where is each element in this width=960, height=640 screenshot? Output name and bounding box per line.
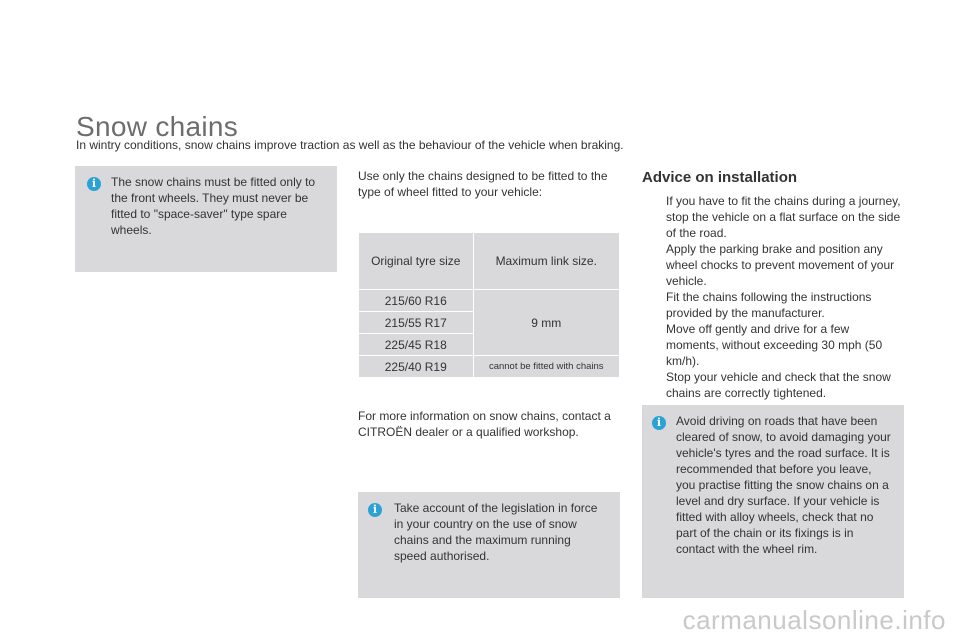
advice-item-text: Move off gently and drive for a few moments, without exceeding 30 mph (50 km/h). bbox=[666, 322, 883, 368]
info-box-text: The snow chains must be fitted only to the front wheels. They must never be fitted to "space-saver" type spare wheels. bbox=[111, 175, 316, 237]
tyre-size-cell: 215/60 R16 bbox=[359, 290, 474, 312]
table-header-row bbox=[359, 233, 620, 290]
info-icon: i bbox=[87, 177, 101, 191]
chains-intro-text: Use only the chains designed to be fitted to the type of wheel fitted to your vehicle: bbox=[358, 169, 608, 199]
list-item bbox=[642, 289, 904, 321]
column-header-link-size: Maximum link size. bbox=[473, 233, 620, 290]
list-item bbox=[642, 369, 904, 401]
link-size-cell: 9 mm bbox=[473, 290, 620, 356]
info-box-front-wheels bbox=[75, 166, 337, 272]
table-row bbox=[359, 290, 620, 312]
info-icon: i bbox=[652, 416, 666, 430]
info-box-text: Avoid driving on roads that have been cleared of snow, to avoid damaging your vehicle's tyres and the road surface. It is recommended that before you leave, you practise fitting the snow chains on a level and dry surface. If your vehicle is fitted with alloy wheels, check that no part of the chain or its fixings is in contact with the wheel rim. bbox=[676, 414, 891, 556]
intro-text: In wintry conditions, snow chains improve traction as well as the behaviour of the vehicle when braking. bbox=[76, 138, 624, 152]
info-box-legislation bbox=[358, 492, 620, 598]
page-title: Snow chains bbox=[76, 110, 239, 142]
advice-item-text: If you have to fit the chains during a journey, stop the vehicle on a flat surface on the side of the road. bbox=[666, 194, 901, 240]
tyre-size-cell: 215/55 R17 bbox=[359, 312, 474, 334]
advice-item-text: Fit the chains following the instructions provided by the manufacturer. bbox=[666, 290, 872, 320]
info-box-text: Take account of the legislation in force in your country on the use of snow chains and the maximum running speed authorised. bbox=[394, 501, 598, 563]
list-item bbox=[642, 241, 904, 289]
advice-item-text: Apply the parking brake and position any wheel chocks to prevent movement of your vehicle. bbox=[666, 242, 895, 288]
list-item bbox=[642, 193, 904, 241]
watermark: carmanualsonline.info bbox=[682, 605, 946, 635]
advice-heading: Advice on installation bbox=[642, 169, 798, 186]
table-row bbox=[359, 356, 620, 378]
info-box-practice bbox=[642, 405, 904, 598]
list-item bbox=[642, 321, 904, 369]
advice-list bbox=[642, 193, 904, 401]
tyre-size-cell: 225/45 R18 bbox=[359, 334, 474, 356]
not-fittable-cell: cannot be fitted with chains bbox=[473, 356, 620, 378]
tyre-size-cell: 225/40 R19 bbox=[359, 356, 474, 378]
column-header-tyre-size: Original tyre size bbox=[359, 233, 474, 290]
more-info-text: For more information on snow chains, contact a CITROËN dealer or a qualified workshop. bbox=[358, 409, 611, 439]
info-icon: i bbox=[368, 503, 382, 517]
advice-item-text: Stop your vehicle and check that the snow chains are correctly tightened. bbox=[666, 370, 891, 400]
chain-size-table bbox=[358, 232, 620, 378]
